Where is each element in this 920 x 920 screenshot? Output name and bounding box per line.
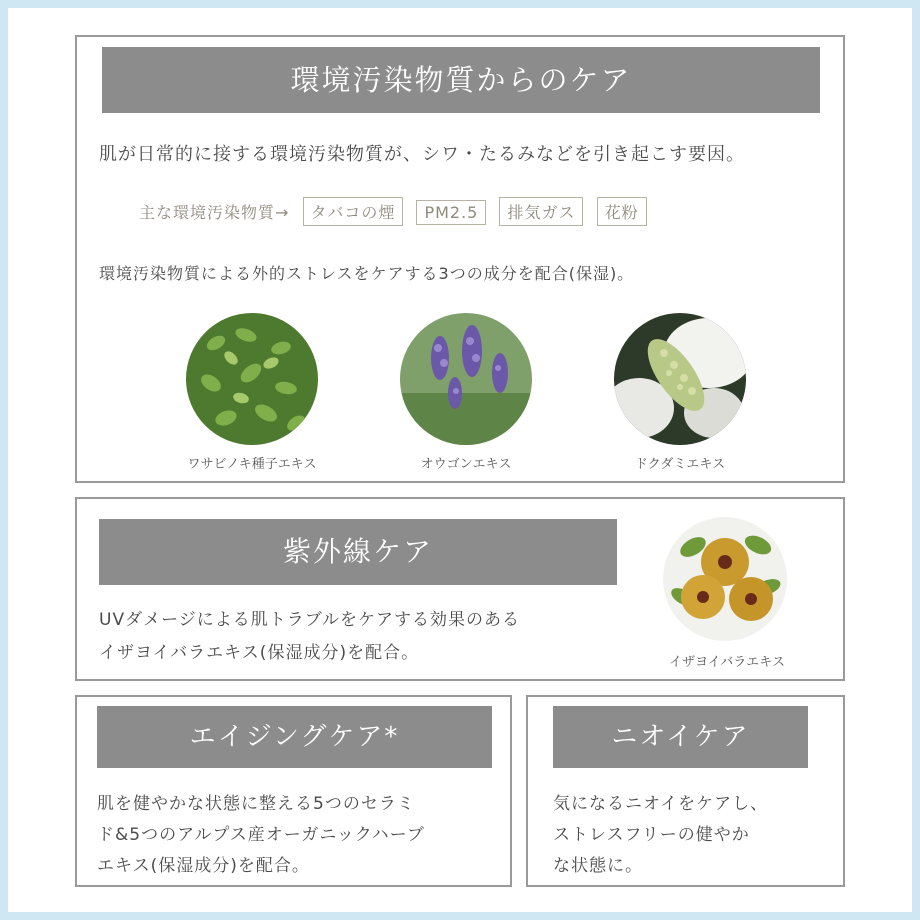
aging-description-line: エキス(保湿成分)を配合。	[97, 856, 310, 876]
page-frame	[8, 8, 912, 912]
moringa-seed-photo	[186, 313, 318, 445]
odor-description-line: ストレスフリーの健やか	[553, 825, 750, 845]
aging-care-section	[75, 695, 512, 887]
uv-care-title: 紫外線ケア	[99, 519, 617, 585]
odor-care-section	[526, 695, 845, 887]
pollutant-tag: タバコの煙	[303, 197, 404, 226]
environmental-description: 肌が日常的に接する環境汚染物質が、シワ・たるみなどを引き起こす要因。	[99, 144, 745, 165]
odor-description-line: 気になるニオイをケアし、	[553, 794, 769, 814]
uv-care-section	[75, 497, 845, 681]
odor-description-line: な状態に。	[553, 856, 643, 876]
pollutant-tag: PM2.5	[416, 200, 486, 225]
ingredient-caption: ドクダミエキス	[634, 457, 726, 472]
environmental-ingredients-description: 環境汚染物質による外的ストレスをケアする3つの成分を配合(保湿)。	[99, 264, 635, 283]
ingredient-caption: ワサビノキ種子エキス	[187, 457, 317, 472]
scutellaria-photo	[400, 313, 532, 445]
pollutants-row	[139, 197, 839, 229]
aging-care-title: エイジングケア*	[97, 706, 492, 768]
ingredient-caption: オウゴンエキス	[420, 457, 512, 472]
odor-care-title: ニオイケア	[553, 706, 808, 768]
pollutant-tag: 排気ガス	[499, 197, 583, 226]
uv-description-line: UVダメージによる肌トラブルをケアする効果のある	[99, 610, 521, 630]
pollutant-tag: 花粉	[597, 197, 647, 226]
pollutants-label: 主な環境汚染物質→	[139, 203, 290, 222]
izayoi-rose-photo	[663, 517, 787, 641]
ingredient-caption: イザヨイバラエキス	[668, 655, 786, 670]
uv-description-line: イザヨイバラエキス(保湿成分)を配合。	[99, 643, 420, 663]
aging-description-line: 肌を健やかな状態に整える5つのセラミ	[97, 794, 415, 814]
aging-description-line: ド&5つのアルプス産オーガニックハーブ	[97, 825, 425, 845]
environmental-care-section	[75, 35, 845, 483]
environmental-care-title: 環境汚染物質からのケア	[102, 47, 820, 113]
houttuynia-photo	[614, 313, 746, 445]
